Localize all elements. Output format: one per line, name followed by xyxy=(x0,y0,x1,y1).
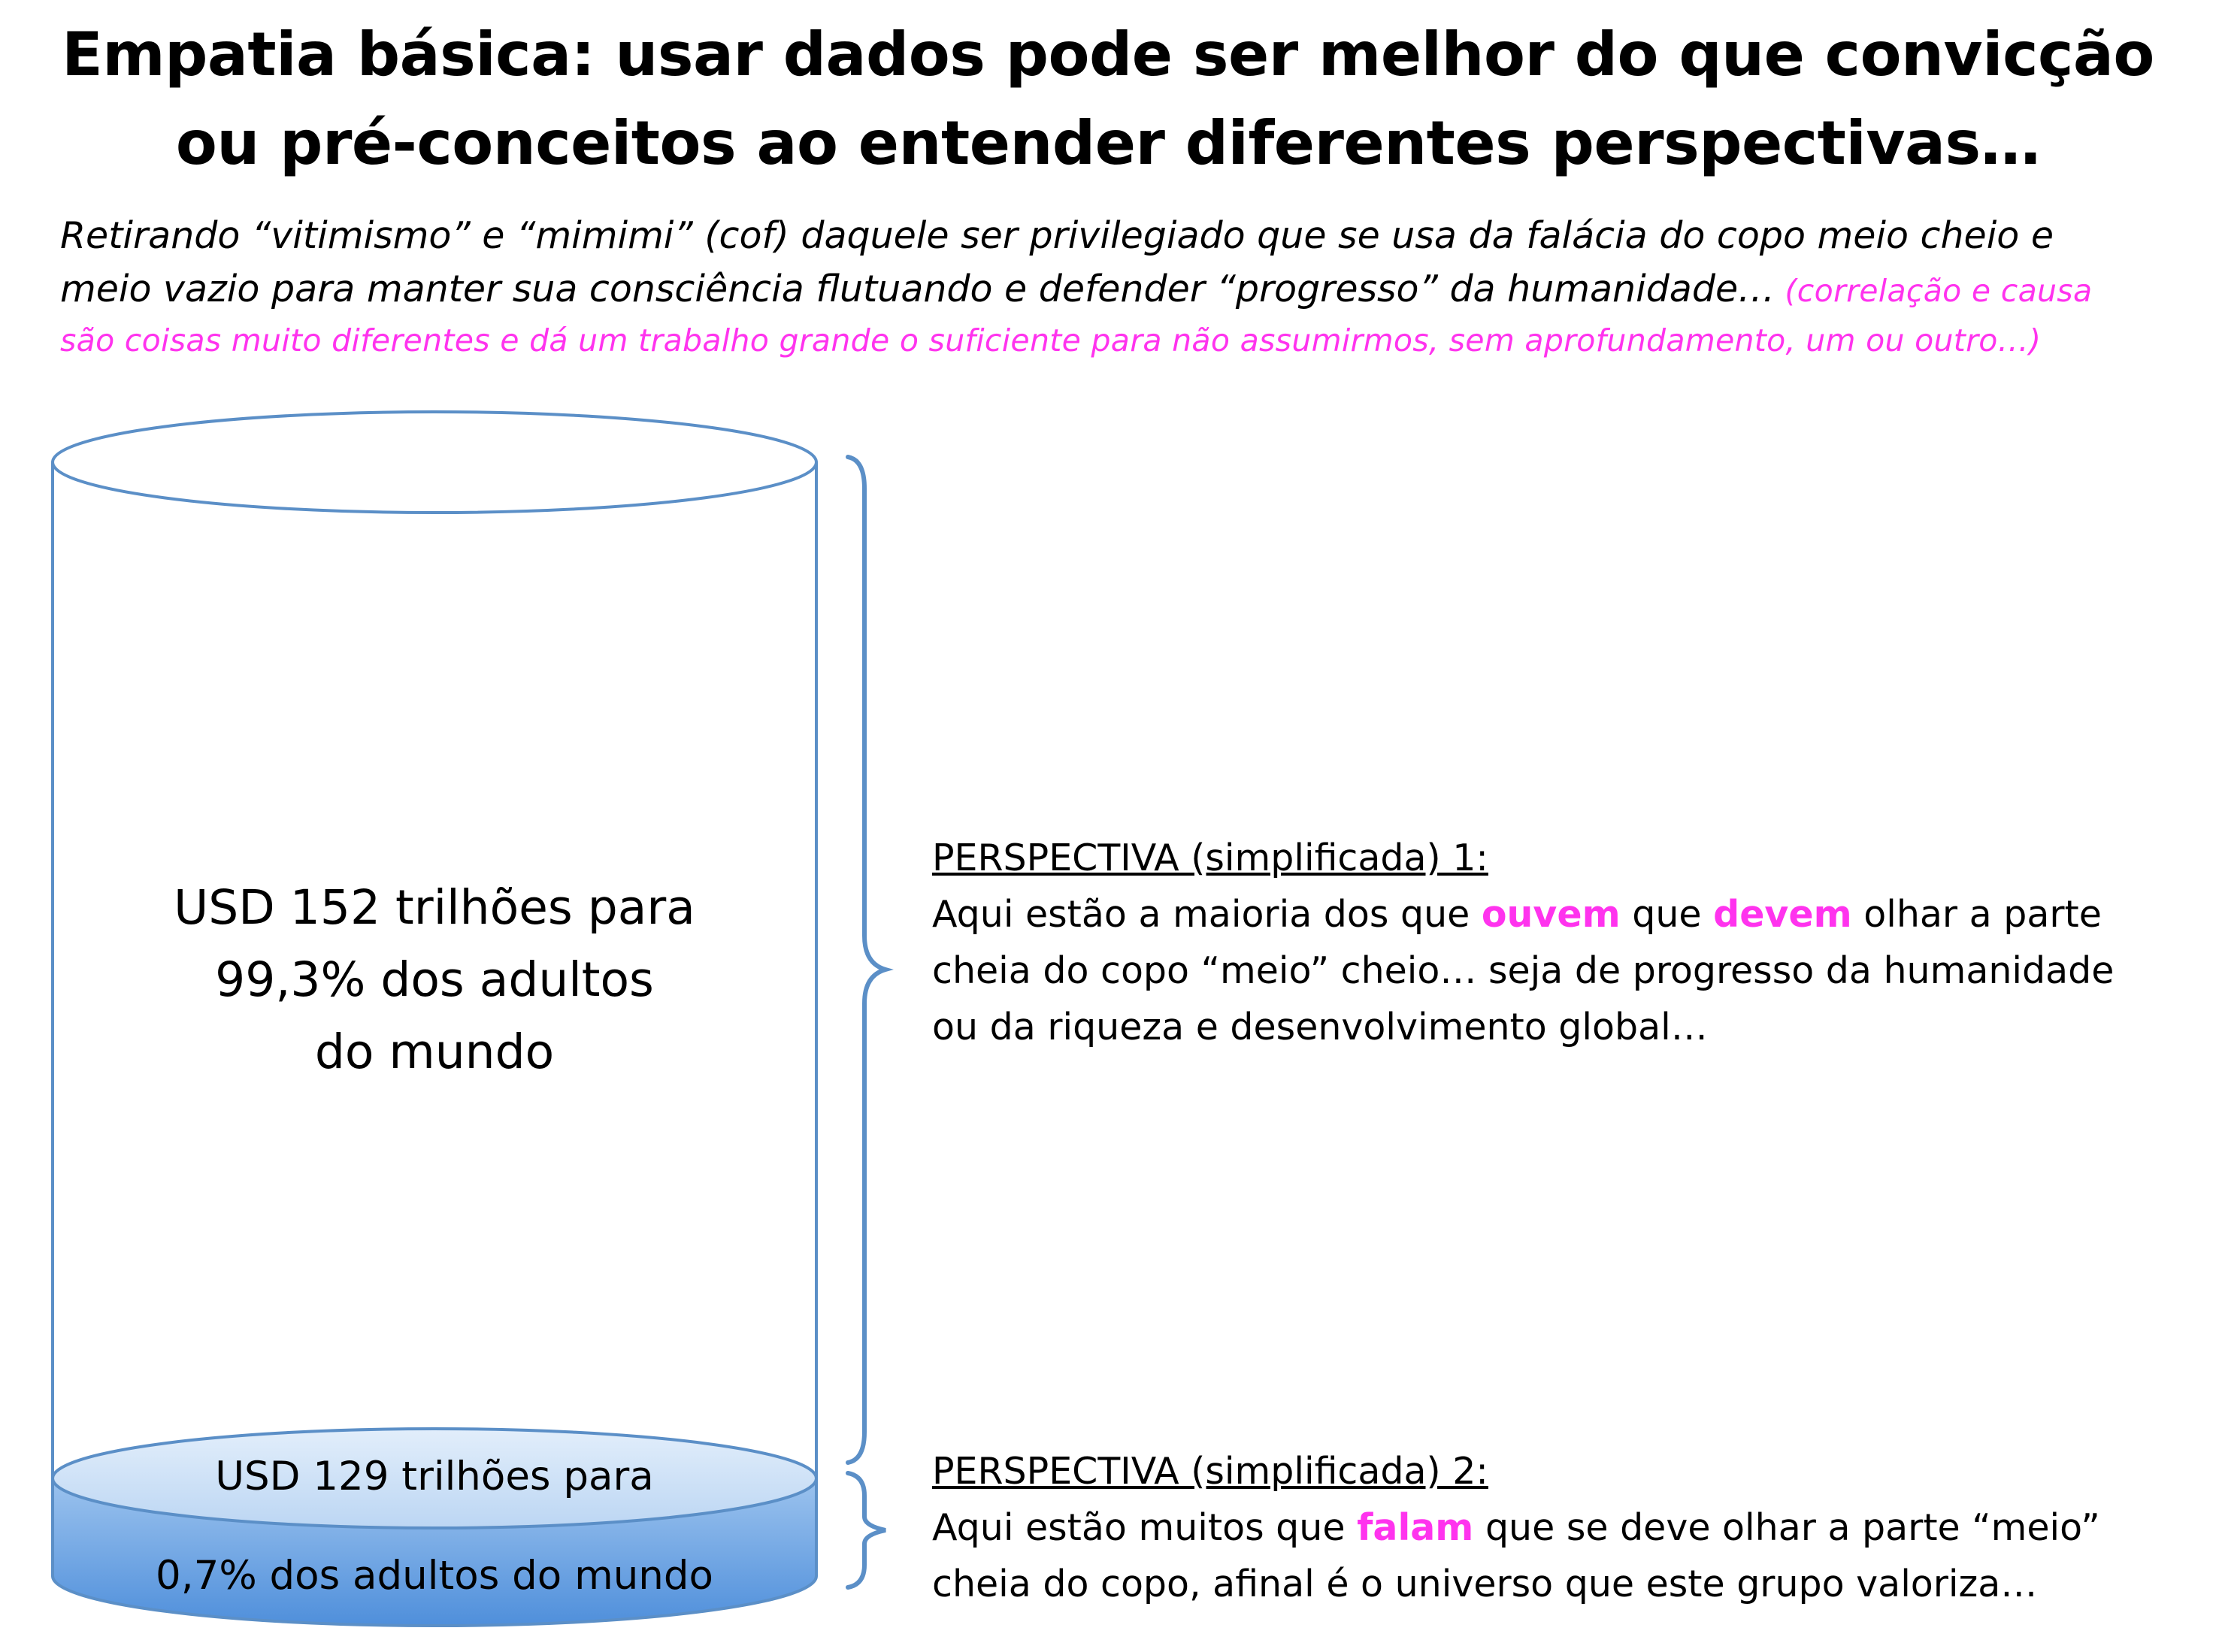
bottom-wealth-label-line-2: 0,7% dos adultos do mundo xyxy=(156,1553,713,1599)
title-line-2: ou pré-conceitos ao entender diferentes perspectivas… xyxy=(175,108,2041,178)
perspective-2-block xyxy=(932,1443,2100,1612)
subtitle-line-1: Retirando “vitimismo” e “mimimi” (cof) daquele ser privilegiado que se usa da falácia do copo meio cheio e xyxy=(60,214,2054,257)
perspective-2-text-b: que se deve olhar a parte “meio” xyxy=(1473,1506,2100,1549)
top-wealth-label-line-3: do mundo xyxy=(314,1024,555,1079)
perspective-1-text-b: que xyxy=(1620,893,1714,936)
perspective-2-text-a: Aqui estão muitos que xyxy=(932,1506,1358,1549)
subtitle-note-line: são coisas muito diferentes e dá um trabalho grande o suficiente para não assumirmos, sem aprofundamento, um ou outro…) xyxy=(60,322,2042,359)
perspective-1-line-1 xyxy=(932,886,2114,942)
cylinder-top-rim xyxy=(53,412,816,513)
highlight-ouvem: ouvem xyxy=(1481,893,1621,936)
perspective-2-heading: PERSPECTIVA (simplificada) 2: xyxy=(932,1450,1488,1493)
perspective-2-line-2: cheia do copo, afinal é o universo que este grupo valoriza… xyxy=(932,1563,2038,1605)
highlight-falam: falam xyxy=(1357,1506,1474,1549)
perspective-1-heading: PERSPECTIVA (simplificada) 1: xyxy=(932,837,1488,879)
brace-perspective-2 xyxy=(848,1473,885,1587)
perspective-1-text-a: Aqui estão a maioria dos que xyxy=(932,893,1482,936)
subtitle-line-2-text: meio vazio para manter sua consciência flutuando e defender “progresso” da humanidade… xyxy=(60,268,1776,310)
bottom-wealth-label-line-1: USD 129 trilhões para xyxy=(215,1454,654,1499)
title-line-1: Empatia básica: usar dados pode ser melhor do que convicção xyxy=(62,20,2154,89)
perspective-1-line-3: ou da riqueza e desenvolvimento global… xyxy=(932,1006,1708,1048)
perspective-1-line-2: cheia do copo “meio” cheio… seja de progresso da humanidade xyxy=(932,949,2115,992)
top-wealth-label-line-2: 99,3% dos adultos xyxy=(215,952,654,1007)
brace-perspective-1 xyxy=(848,457,885,1463)
highlight-devem: devem xyxy=(1713,893,1852,936)
top-wealth-label-line-1: USD 152 trilhões para xyxy=(174,880,695,935)
subtitle-note-start: (correlação e causa xyxy=(1775,273,2093,309)
perspective-1-block xyxy=(932,830,2114,1055)
perspective-1-text-c: olhar a parte xyxy=(1851,893,2102,936)
top-wealth-label xyxy=(53,872,816,1088)
perspective-2-line-1 xyxy=(932,1499,2100,1556)
